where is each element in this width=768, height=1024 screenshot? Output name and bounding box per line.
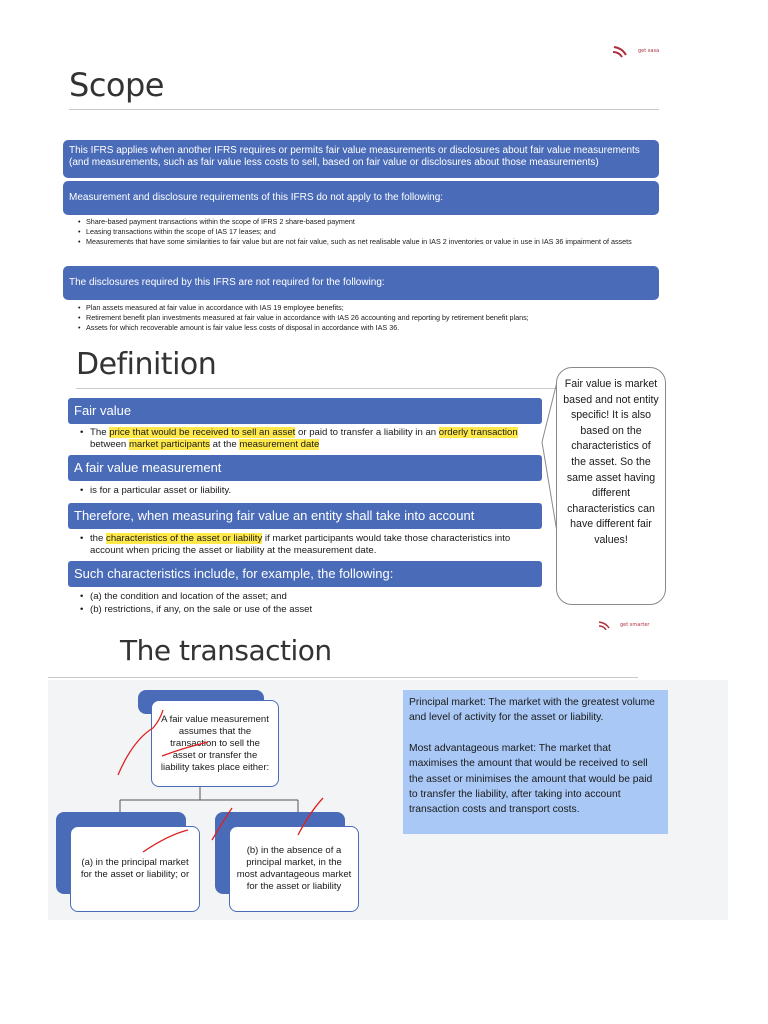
- left-box: (a) in the principal market for the asset or liability; or: [70, 826, 200, 912]
- principal-market-text: Principal market: The market with the greatest volume and level of activity for the asset or liability.: [409, 697, 655, 724]
- list-item: • The price that would be received to sell an asset or paid to transfer a liability in an orderly transaction between market participants at the measurement date: [68, 427, 538, 450]
- highlight: market participants: [128, 438, 210, 450]
- list-item: • is for a particular asset or liability.: [68, 485, 538, 497]
- scope-disclosures-header: The disclosures required by this IFRS are not required for the following:: [63, 266, 659, 300]
- measurement-list: [68, 485, 538, 497]
- therefore-header: Therefore, when measuring fair value an entity shall take into account: [68, 503, 542, 529]
- list-item: • Leasing transactions within the scope of IAS 17 leases; and: [72, 227, 652, 236]
- advantageous-market-text: Most advantageous market: The market that maximises the amount that would be received to sell the asset or minimises the amount that would be paid to transfer the liability, after taking into account transaction costs and transport costs.: [409, 742, 653, 816]
- such-list: [68, 590, 538, 616]
- scope-disclosures-list: [72, 303, 652, 333]
- fair-value-header: Fair value: [68, 398, 542, 424]
- therefore-list: [68, 533, 538, 556]
- transaction-rule: [48, 677, 638, 678]
- market-definitions: [403, 690, 668, 834]
- list-item: • (a) the condition and location of the asset; and: [68, 590, 538, 603]
- scope-title: Scope: [69, 66, 164, 104]
- highlight: price that would be received to sell an asset: [109, 427, 296, 438]
- logo-bottom: [598, 620, 650, 630]
- highlight: measurement date: [239, 438, 320, 450]
- list-item: • Plan assets measured at fair value in accordance with IAS 19 employee benefits;: [72, 303, 652, 312]
- logo-top: [612, 44, 659, 58]
- definition-rule: [76, 388, 558, 389]
- list-item: • Measurements that have some similarities to fair value but are not fair value, such as net realisable value in IAS 2 inventories or value in use in IAS 36 impairment of assets: [72, 237, 652, 246]
- scope-not-apply-header: Measurement and disclosure requirements of this IFRS do not apply to the following:: [63, 181, 659, 215]
- transaction-title: The transaction: [120, 634, 332, 667]
- scope-intro-bar: This IFRS applies when another IFRS requires or permits fair value measurements or disclosures about fair value measurements (and measurements, such as fair value less costs to sell, based on fair value or disclosures about those measurements): [63, 140, 659, 178]
- logo-mark-icon: [598, 620, 614, 630]
- list-item: • the characteristics of the asset or liability if market participants would take those characteristics into account when pricing the asset or liability at the measurement date.: [68, 533, 538, 556]
- top-box: A fair value measurement assumes that the transaction to sell the asset or transfer the liability takes place either:: [151, 700, 279, 787]
- scope-not-apply-list: [72, 217, 652, 247]
- logo-text: get smarter: [620, 622, 650, 628]
- highlight: characteristics of the asset or liability: [106, 533, 263, 544]
- fair-value-list: [68, 427, 538, 450]
- list-item: • Retirement benefit plan investments measured at fair value in accordance with IAS 26 accounting and reporting by retirement benefit plans;: [72, 313, 652, 322]
- logo-text: get sasa: [638, 48, 660, 54]
- highlight: orderly transaction: [438, 427, 518, 438]
- scope-rule: [69, 109, 659, 110]
- such-header: Such characteristics include, for example, the following:: [68, 561, 542, 587]
- list-item: • Assets for which recoverable amount is fair value less costs of disposal in accordance with IAS 36.: [72, 323, 652, 332]
- list-item: • Share-based payment transactions within the scope of IFRS 2 share-based payment: [72, 217, 652, 226]
- fair-value-callout: Fair value is market based and not entity specific! It is also based on the characteristics of the asset. So the same asset having different characteristics can have different fair values!: [556, 367, 666, 605]
- definition-title: Definition: [76, 347, 217, 382]
- measurement-header: A fair value measurement: [68, 455, 542, 481]
- logo-mark-icon: [612, 44, 632, 58]
- list-item: • (b) restrictions, if any, on the sale or use of the asset: [68, 603, 538, 616]
- right-box: (b) in the absence of a principal market, in the most advantageous market for the asset or liability: [229, 826, 359, 912]
